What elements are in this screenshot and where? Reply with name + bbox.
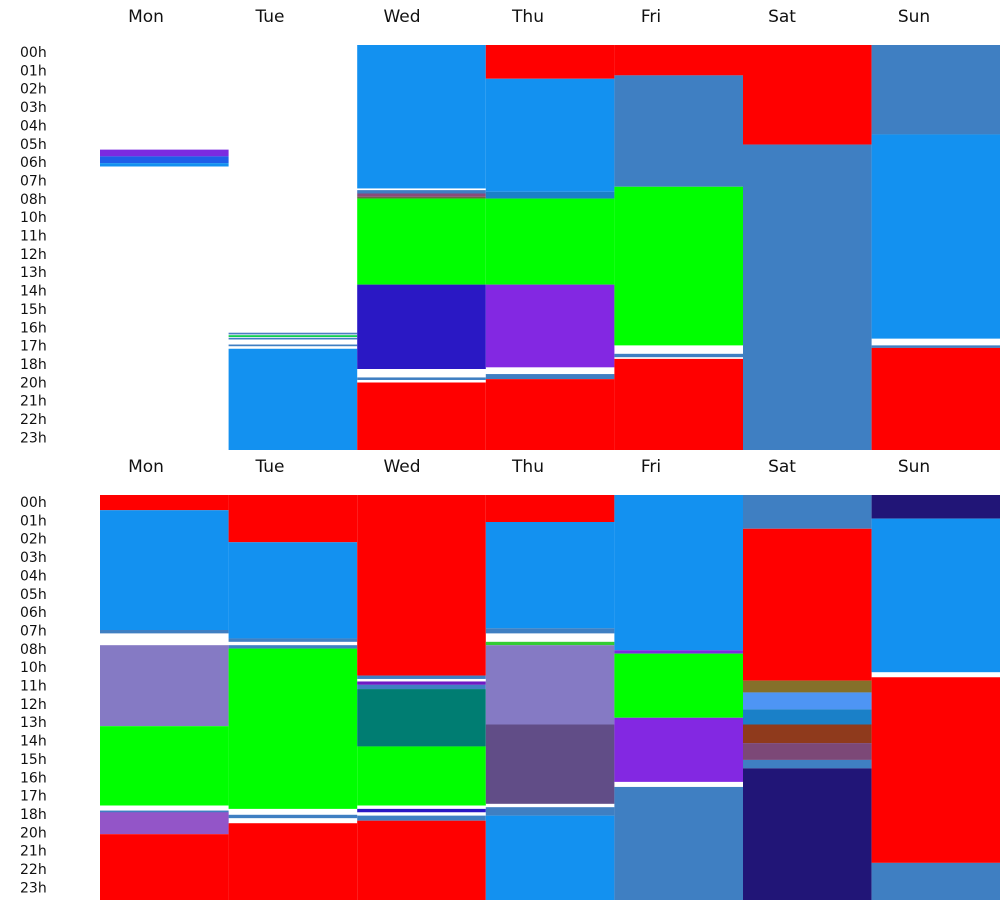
- day-label: Sun: [897, 457, 931, 477]
- day-label: Tue: [255, 7, 285, 27]
- activity-segment: [357, 689, 486, 746]
- activity-segment: [872, 863, 1000, 900]
- activity-segment: [486, 645, 615, 724]
- activity-segment: [357, 194, 486, 197]
- hour-label: 18h: [20, 806, 47, 823]
- activity-segment: [100, 834, 229, 900]
- activity-segment: [357, 816, 486, 821]
- activity-segment: [743, 709, 872, 724]
- hour-label: 20h: [20, 825, 47, 842]
- day-label: Thu: [512, 457, 544, 477]
- activity-segment: [100, 510, 229, 630]
- activity-segment: [357, 377, 486, 380]
- activity-segment: [872, 677, 1000, 863]
- hour-label: 16h: [20, 320, 47, 337]
- day-label: Sun: [897, 7, 931, 27]
- day-label: Fri: [640, 7, 662, 27]
- hour-label: 02h: [20, 531, 47, 548]
- activity-segment: [100, 495, 229, 510]
- activity-segment: [743, 681, 872, 693]
- activity-segment: [357, 197, 486, 199]
- activity-segment: [100, 156, 229, 163]
- activity-segment: [486, 45, 615, 79]
- activity-segment: [743, 145, 872, 450]
- activity-segment: [357, 285, 486, 369]
- activity-segment: [357, 821, 486, 900]
- hour-label: 12h: [20, 246, 47, 263]
- activity-segment: [872, 45, 1000, 134]
- hour-label: 08h: [20, 641, 47, 658]
- hour-label: 23h: [20, 880, 47, 897]
- activity-segment: [743, 725, 872, 744]
- activity-segment: [486, 725, 615, 804]
- day-label: Sat: [768, 7, 796, 27]
- activity-segment: [357, 495, 486, 676]
- activity-segment: [614, 650, 743, 653]
- hour-label: 15h: [20, 751, 47, 768]
- activity-segment: [614, 75, 743, 186]
- hour-label: 06h: [20, 605, 47, 622]
- activity-segment: [614, 187, 743, 346]
- activity-segment: [614, 654, 743, 718]
- activity-segment: [229, 345, 358, 347]
- activity-segment: [486, 79, 615, 192]
- activity-segment: [229, 349, 358, 450]
- activity-segment: [357, 746, 486, 805]
- activity-segment: [486, 807, 615, 815]
- schedule-panel-1: [20, 7, 1000, 450]
- activity-segment: [229, 495, 358, 542]
- day-label: Wed: [383, 7, 421, 27]
- day-label: Tue: [255, 457, 285, 477]
- day-label: Thu: [512, 7, 544, 27]
- activity-segment: [100, 812, 229, 834]
- hour-label: 13h: [20, 715, 47, 732]
- activity-segment: [872, 495, 1000, 519]
- hour-label: 04h: [20, 118, 47, 135]
- hour-label: 15h: [20, 301, 47, 318]
- activity-segment: [486, 192, 615, 199]
- hour-label: 03h: [20, 100, 47, 117]
- activity-segment: [357, 383, 486, 451]
- hour-label: 04h: [20, 568, 47, 585]
- activity-segment: [100, 726, 229, 805]
- activity-segment: [614, 718, 743, 782]
- activity-segment: [614, 359, 743, 450]
- activity-segment: [357, 676, 486, 679]
- activity-segment: [743, 743, 872, 760]
- hour-label: 17h: [20, 338, 47, 355]
- activity-segment: [100, 150, 229, 157]
- activity-segment: [229, 335, 358, 337]
- hour-label: 11h: [20, 228, 47, 245]
- activity-segment: [614, 45, 743, 75]
- activity-segment: [486, 816, 615, 900]
- activity-segment: [486, 285, 615, 368]
- activity-segment: [872, 134, 1000, 338]
- activity-segment: [486, 642, 615, 645]
- hour-label: 00h: [20, 45, 47, 61]
- hour-label: 14h: [20, 283, 47, 300]
- hour-label: 23h: [20, 430, 47, 447]
- activity-segment: [229, 645, 358, 648]
- hour-label: 02h: [20, 81, 47, 98]
- hour-label: 16h: [20, 770, 47, 787]
- hour-label: 12h: [20, 696, 47, 713]
- activity-segment: [486, 199, 615, 285]
- hour-label: 00h: [20, 495, 47, 511]
- day-label: Wed: [383, 457, 421, 477]
- activity-segment: [743, 760, 872, 768]
- day-label: Mon: [128, 7, 164, 27]
- activity-segment: [100, 163, 229, 166]
- activity-segment: [357, 199, 486, 285]
- hour-label: 07h: [20, 173, 47, 190]
- hour-label: 18h: [20, 356, 47, 373]
- hour-label: 05h: [20, 136, 47, 153]
- hour-label: 10h: [20, 210, 47, 227]
- hour-label: 11h: [20, 678, 47, 695]
- hour-label: 01h: [20, 513, 47, 530]
- activity-segment: [872, 348, 1000, 450]
- activity-segment: [486, 379, 615, 450]
- activity-segment: [614, 495, 743, 650]
- activity-segment: [743, 45, 872, 145]
- day-label: Mon: [128, 457, 164, 477]
- hour-label: 05h: [20, 586, 47, 603]
- day-label: Sat: [768, 457, 796, 477]
- activity-segment: [357, 685, 486, 689]
- activity-segment: [229, 338, 358, 340]
- activity-segment: [229, 815, 358, 818]
- hour-label: 01h: [20, 63, 47, 80]
- activity-segment: [743, 529, 872, 681]
- hour-label: 10h: [20, 660, 47, 677]
- activity-segment: [872, 345, 1000, 348]
- activity-segment: [229, 638, 358, 641]
- hour-label: 14h: [20, 733, 47, 750]
- activity-segment: [743, 768, 872, 900]
- hour-label: 20h: [20, 375, 47, 392]
- activity-segment: [486, 495, 615, 522]
- activity-segment: [229, 333, 358, 335]
- hour-label: 13h: [20, 265, 47, 282]
- activity-segment: [743, 692, 872, 709]
- activity-segment: [357, 190, 486, 193]
- activity-segment: [100, 645, 229, 726]
- hour-label: 08h: [20, 191, 47, 208]
- activity-segment: [357, 809, 486, 812]
- activity-segment: [743, 495, 872, 529]
- hour-label: 03h: [20, 550, 47, 567]
- day-label: Fri: [640, 457, 662, 477]
- activity-segment: [486, 628, 615, 633]
- activity-segment: [486, 522, 615, 628]
- activity-segment: [614, 787, 743, 900]
- activity-segment: [872, 519, 1000, 673]
- schedule-panel-2: [20, 457, 1000, 900]
- activity-segment: [229, 823, 358, 900]
- activity-segment: [229, 649, 358, 809]
- activity-segment: [357, 681, 486, 684]
- activity-segment: [357, 45, 486, 188]
- activity-segment: [486, 374, 615, 379]
- hour-label: 21h: [20, 843, 47, 860]
- hour-label: 07h: [20, 623, 47, 640]
- hour-label: 06h: [20, 155, 47, 172]
- activity-segment: [229, 542, 358, 638]
- hour-label: 21h: [20, 393, 47, 410]
- hour-label: 22h: [20, 412, 47, 428]
- activity-segment: [100, 630, 229, 633]
- hour-label: 22h: [20, 862, 47, 878]
- activity-segment: [614, 354, 743, 357]
- hour-label: 17h: [20, 788, 47, 805]
